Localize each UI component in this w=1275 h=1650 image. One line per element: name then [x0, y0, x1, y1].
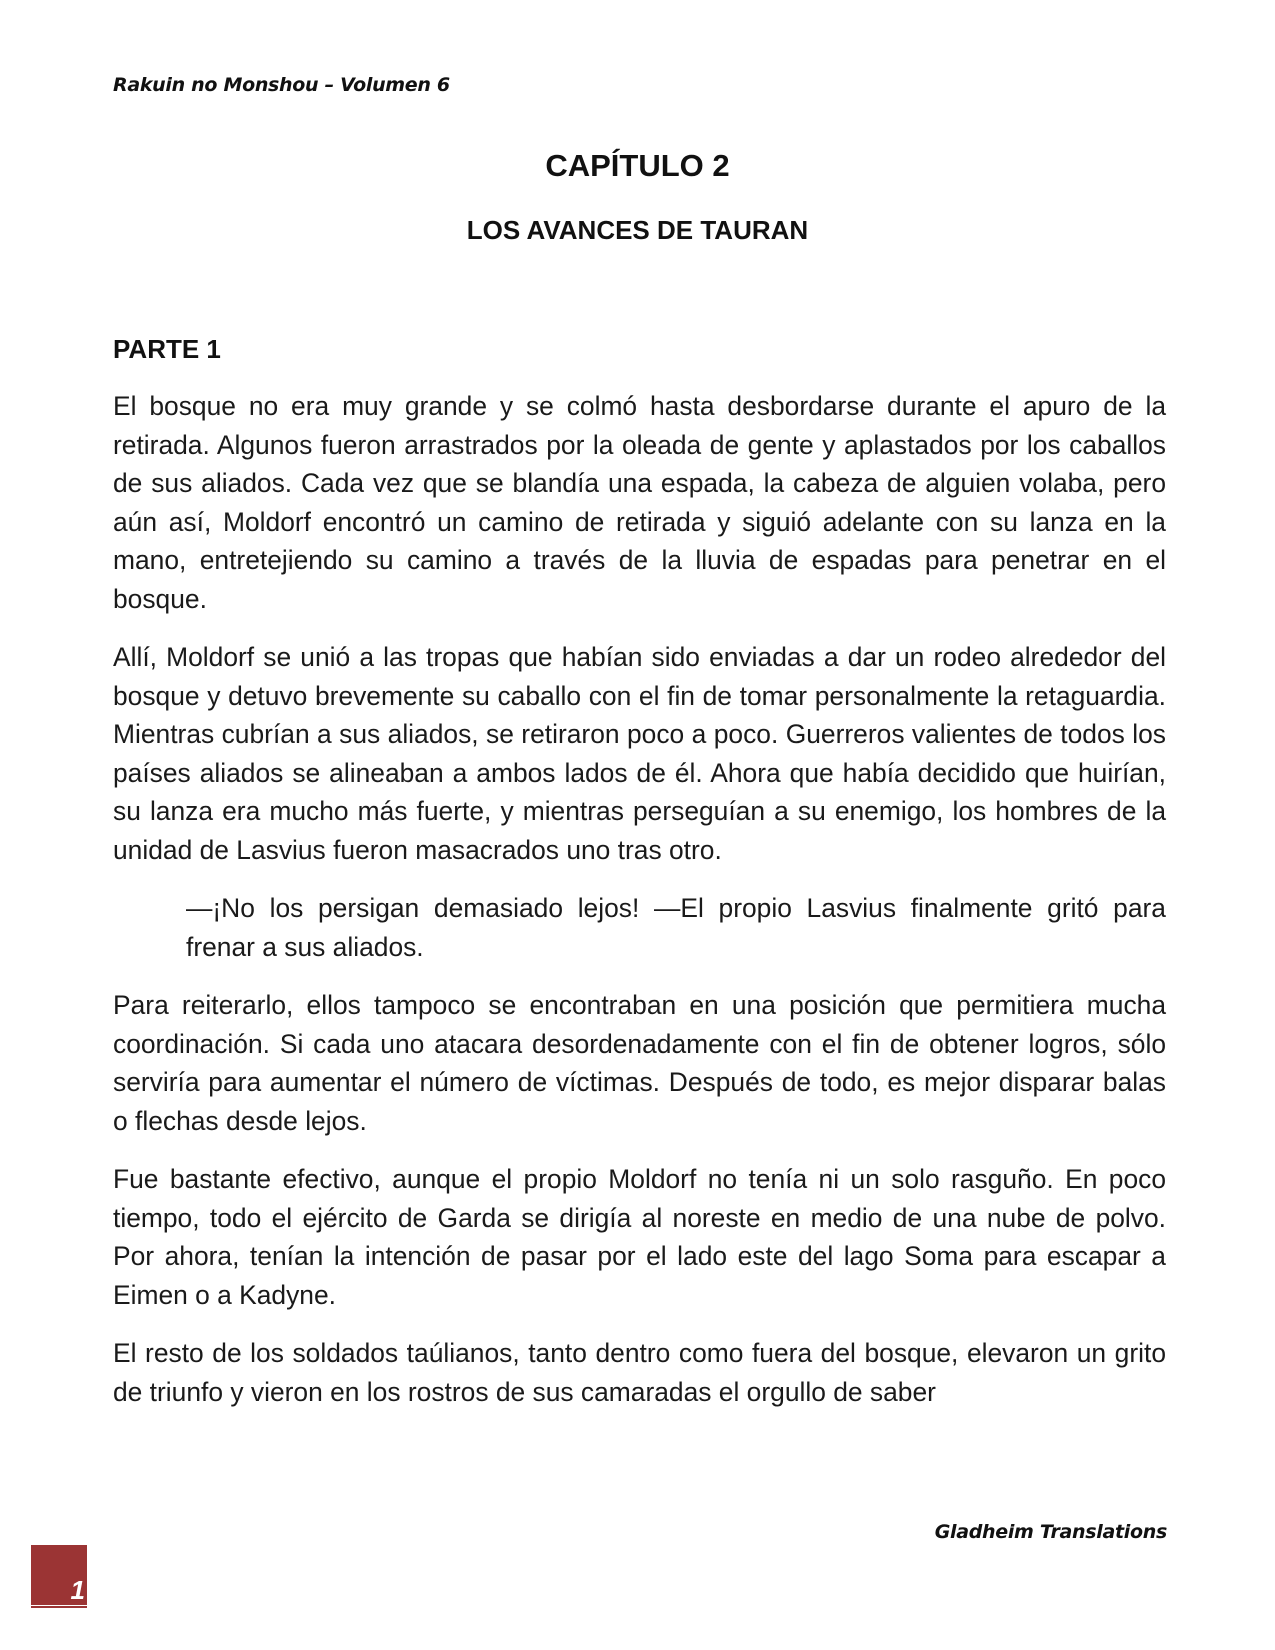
paragraph: El resto de los soldados taúlianos, tanto dentro como fuera del bosque, elevaron un grito de triunfo y vieron en los rostros de sus camaradas el orgullo de saber	[113, 1338, 1166, 1407]
page-number-underline	[31, 1606, 87, 1608]
paragraph: Para reiterarlo, ellos tampoco se encontraban en una posición que permitiera mucha coordinación. Si cada uno atacara desordenadamente con el fin de obtener logros, sólo serviría para aumentar el número de víctimas. Después de todo, es mejor disparar balas o flechas desde lejos.	[113, 990, 1166, 1136]
section-heading: PARTE 1	[113, 334, 221, 364]
page-number: 1	[70, 1575, 85, 1605]
dialogue-paragraph: —¡No los persigan demasiado lejos! —El propio Lasvius finalmente gritó para frenar a sus aliados.	[186, 893, 1166, 962]
page-number-block	[31, 1545, 87, 1605]
footer-credit: Gladheim Translations	[934, 1521, 1167, 1543]
paragraph: El bosque no era muy grande y se colmó hasta desbordarse durante el apuro de la retirada. Algunos fueron arrastrados por la oleada de gente y aplastados por los caballos de sus aliados. Cada vez que se blandía una espada, la cabeza de alguien volaba, pero aún así, Moldorf encontró un camino de retirada y siguió adelante con su lanza en la mano, entretejiendo su camino a través de la lluvia de espadas para penetrar en el bosque.	[113, 391, 1166, 614]
running-header-title: Rakuin no Monshou – Volumen 6	[113, 74, 450, 96]
paragraph: Allí, Moldorf se unió a las tropas que habían sido enviadas a dar un rodeo alrededor del bosque y detuvo brevemente su caballo con el fin de tomar personalmente la retaguardia. Mientras cubrían a sus aliados, se retiraron poco a poco. Guerreros valientes de todos los países aliados se alineaban a ambos lados de él. Ahora que había decidido que huirían, su lanza era mucho más fuerte, y mientras perseguían a su enemigo, los hombres de la unidad de Lasvius fueron masacrados uno tras otro.	[113, 642, 1166, 865]
paragraph: Fue bastante efectivo, aunque el propio Moldorf no tenía ni un solo rasguño. En poco tiempo, todo el ejército de Garda se dirigía al noreste en medio de una nube de polvo. Por ahora, tenían la intención de pasar por el lado este del lago Soma para escapar a Eimen o a Kadyne.	[113, 1164, 1166, 1310]
chapter-subtitle: LOS AVANCES DE TAURAN	[466, 215, 809, 245]
body-text	[113, 387, 1166, 1411]
chapter-title: CAPÍTULO 2	[545, 148, 730, 183]
